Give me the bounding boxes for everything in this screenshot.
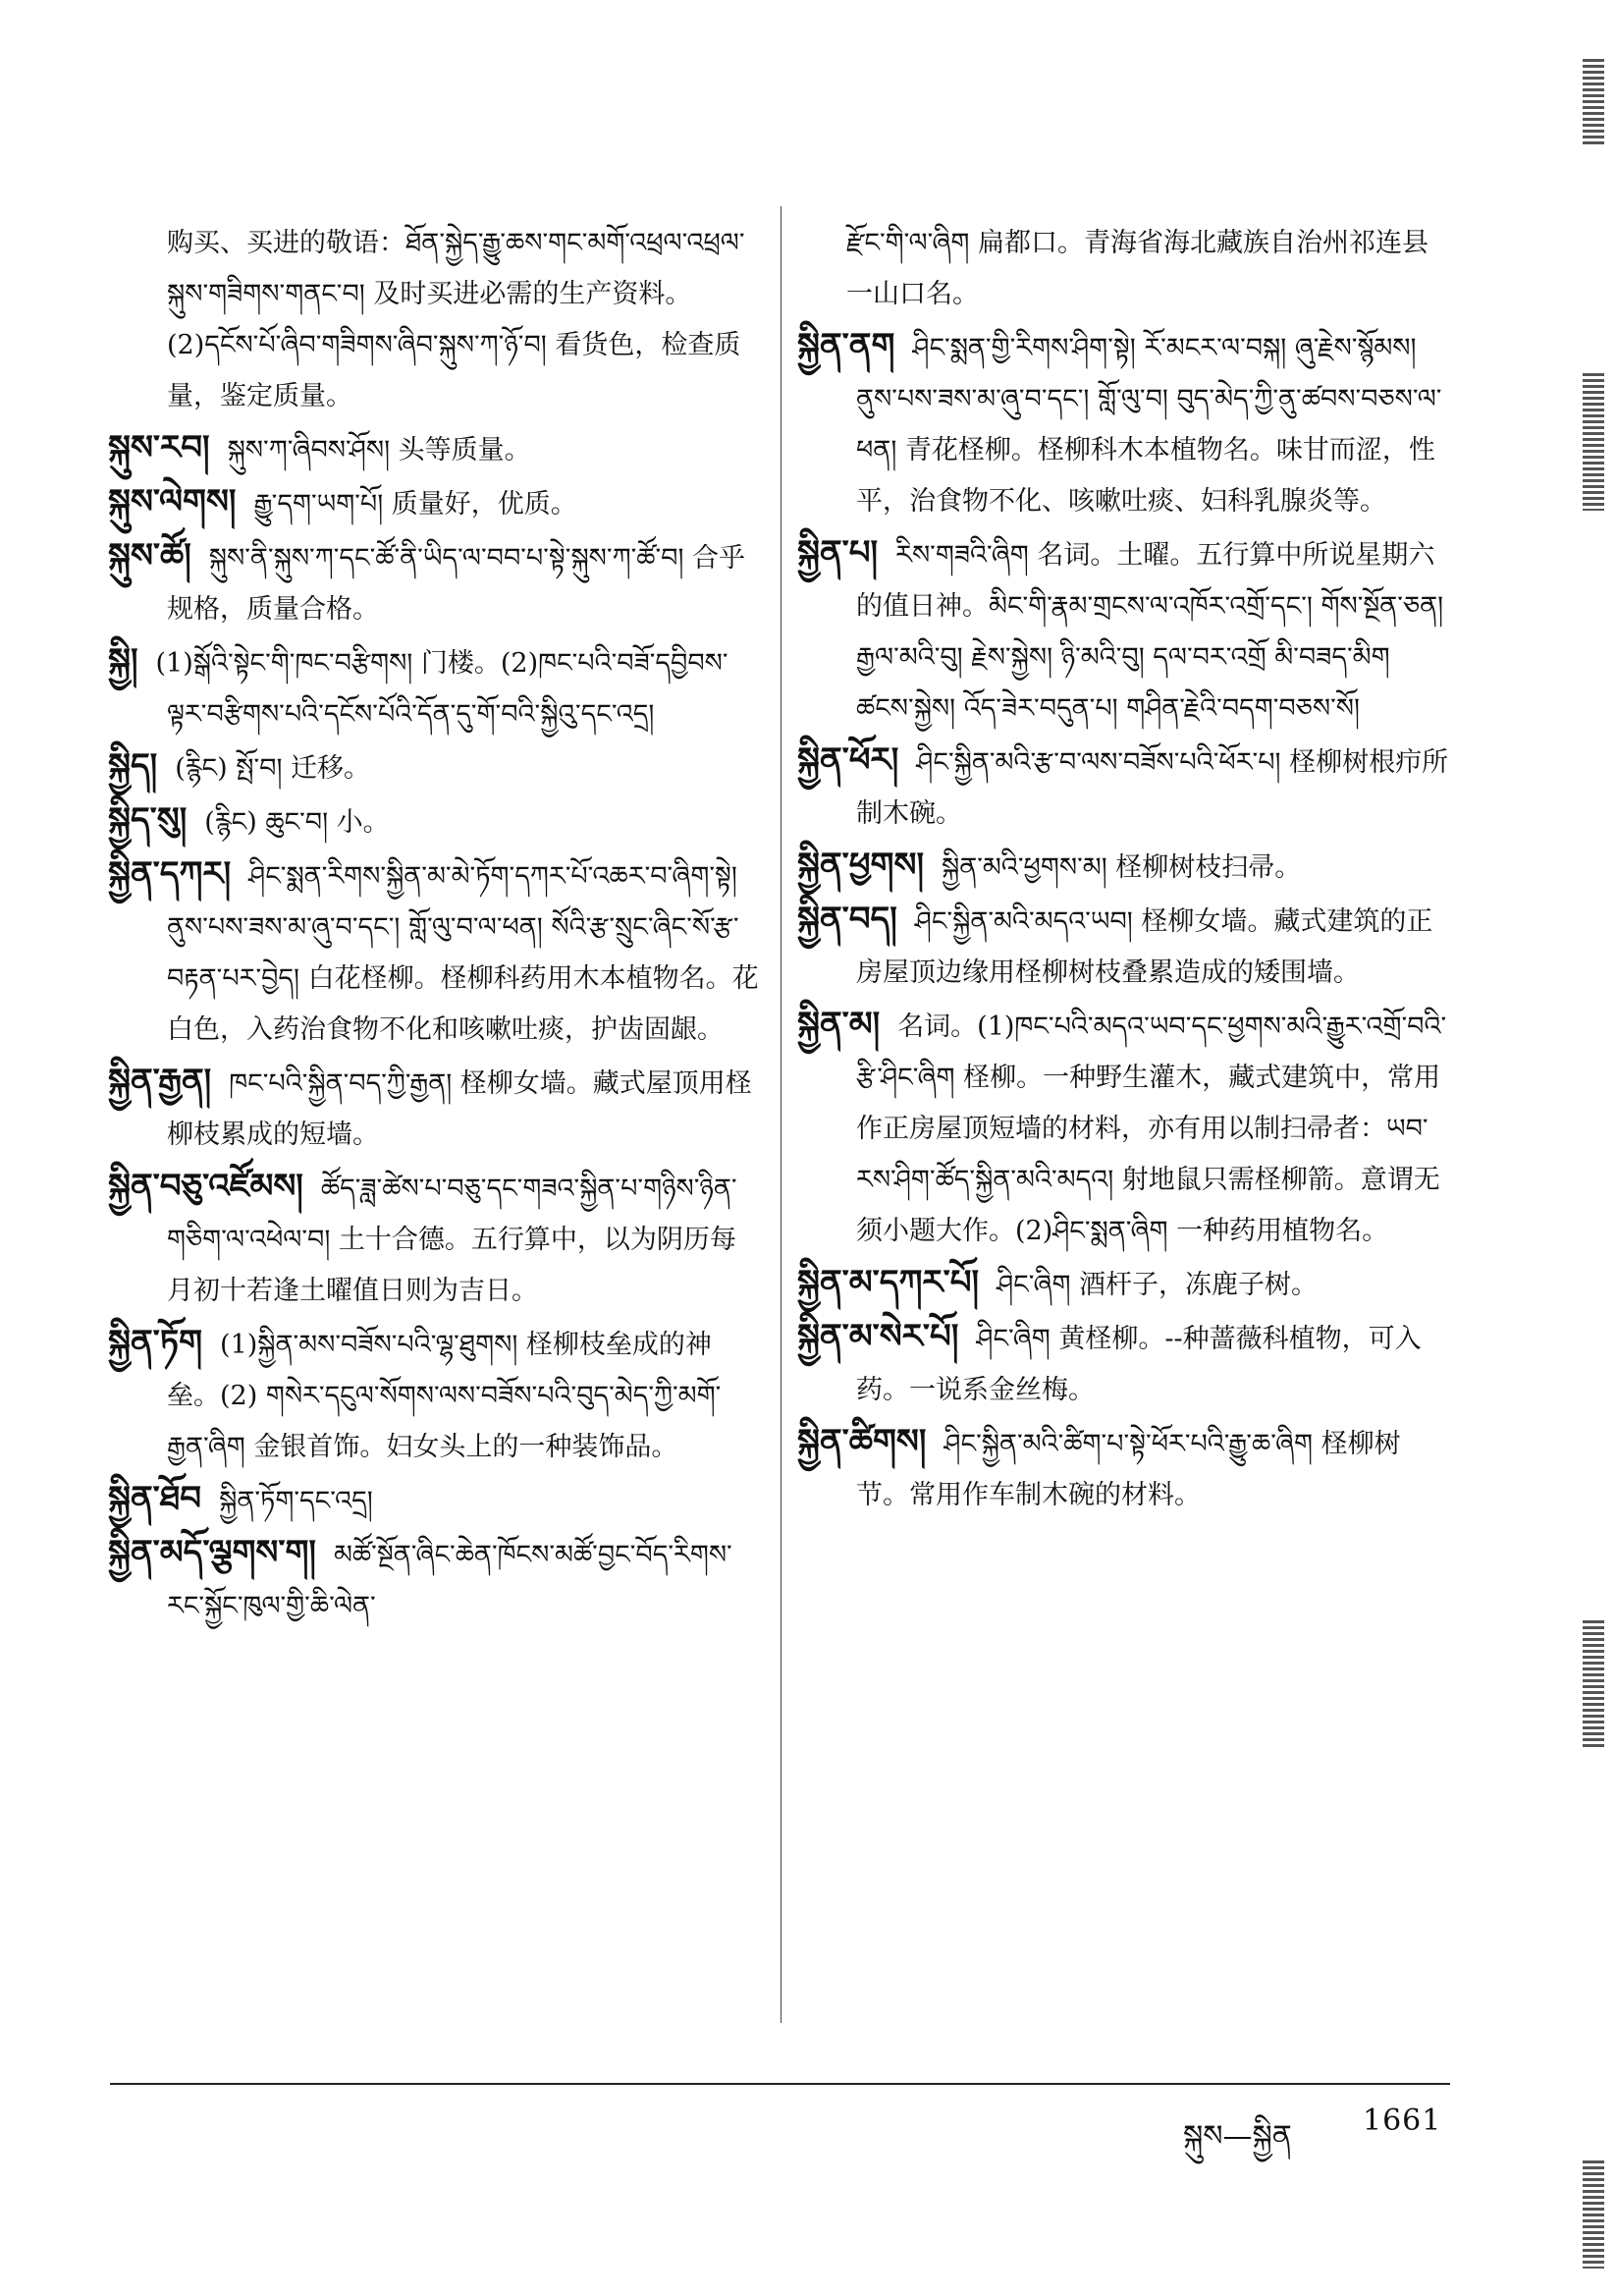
entry-text: ཤིང་ཞིག 酒杆子，冻鹿子树。 [997,1270,1319,1300]
dictionary-entry [108,635,761,740]
dictionary-entry [797,735,1450,840]
dictionary-entry [108,794,761,848]
headword: སྐྱིན་ཐོབ [108,1479,202,1518]
dictionary-entry [108,1527,761,1632]
dictionary-entry [797,320,1450,527]
headword: སྐྱིད། [108,746,158,786]
entry-text: (1)སྒོའི་སྟེང་གི་ཁང་བརྩིགས། 门楼。(2)ཁང་པའི་བཟོ་དབྱིབས་ལྟར་བརྩིགས་པའི་དངོས་པོའི་དོན་དུ་གོ་བའི་སྐྱིའུ་དང་འདྲ། [155,648,728,730]
headword: སྐྱིན་མདོ་ལྕགས་ག། [108,1533,316,1572]
headword: སྐྱིན་བཅུ་འཛོམས། [108,1167,303,1206]
headword: སྐྱིན་ནག [797,326,895,365]
entry-text: ཤིང་སྐྱིན་མའི་རྩ་བ་ལས་བཟོས་པའི་ཕོར་པ། 柽柳树根疖所制木碗。 [856,747,1449,829]
dictionary-entry [807,218,1450,320]
left-column [108,218,761,1632]
dictionary-entry [797,999,1450,1257]
scan-edge-mark [1583,1620,1604,1748]
dictionary-entry [797,1257,1450,1311]
dictionary-entry [108,1056,761,1161]
entry-text: (རྙིང) སྤོ་བ། 迁移。 [175,753,371,784]
headword: སྐུས་རབ། [108,428,210,467]
column-divider [781,206,782,2023]
dictionary-entry [108,476,761,530]
entry-text: 购买、买进的敬语：ཐོན་སྐྱེད་རྒྱུ་ཆས་གང་མགོ་འཕྲལ་འཕྲལ་སྐུས་གཟིགས་གནང་བ། 及时买进必需的生产资料。(2)དངོས་པོ་ཞིབ་གཟིགས་ཞིབ་སྐུས་ཀ་ཉོ་བ། 看货色，检查质量，鉴定质量。 [167,228,745,411]
dictionary-entry [108,848,761,1056]
scan-edge-mark [1583,2160,1604,2269]
entry-text: སྐྱིན་ཏོག་དང་འདྲ། [219,1486,373,1516]
entry-text: ཤིང་སྐྱིན་མའི་མདའ་ཡབ། 柽柳女墙。藏式建筑的正房屋顶边缘用柽柳树枝叠累造成的矮围墙。 [856,906,1433,988]
dictionary-entry [108,422,761,476]
headword: སྐྱིད་སུ། [108,800,188,840]
dictionary-entry [797,527,1450,735]
right-column [797,218,1450,1521]
entry-text: (1)སྐྱིན་མས་བཟོས་པའི་ལྷ་ཐུགས། 柽柳枝垒成的神垒。(2) གསེར་དངུལ་སོགས་ལས་བཟོས་པའི་བུད་མེད་ཀྱི་མགོ་རྒྱན་ཞིག 金银首饰。妇女头上的一种装饰品。 [167,1330,722,1462]
entry-text: སྐུས་ཀ་ཞིབས་ཤོས། 头等质量。 [227,435,531,465]
headword: སྐྱིན་ཕྱགས། [797,846,924,885]
headword: སྐྱིན་མ་སེར་པོ། [797,1317,959,1356]
headword: སྐྱིན་པ། [797,533,879,573]
dictionary-entry [108,1161,761,1317]
scan-edge-mark [1583,373,1604,511]
dictionary-entry [797,840,1450,894]
headword: སྐྱི། [108,641,138,681]
headword: སྐུས་ཚོ། [108,536,191,575]
entry-text: ཚོད་ཟླ་ཚེས་པ་བཅུ་དང་གཟའ་སྐྱིན་པ་གཉིས་ཉིན་གཅིག་ལ་འཕེལ་བ། 土十合德。五行算中，以为阴历每月初十若逢土曜值日则为吉日。 [167,1174,737,1306]
headword: སྐྱིན་དཀར། [108,854,232,894]
entry-text: སྐྱིན་མའི་ཕྱགས་མ། 柽柳树枝扫帚。 [942,852,1302,883]
headword: སྐྱིན་རྒྱན། [108,1062,212,1101]
scan-edge-mark [1583,59,1604,147]
entry-text: 名词。(1)ཁང་པའི་མདའ་ཡབ་དང་ཕྱགས་མའི་རྒྱུར་འགྲོ་བའི་རྩི་ཤིང་ཞིག 柽柳。一种野生灌木，藏式建筑中，常用作正房屋顶短墙的材料，亦有用以制扫帚者：ཡབ་རས་ཤིག་ཚོད་སྐྱིན་མའི་མདའ། 射地鼠只需柽柳箭。意谓无须小题大作。(2)ཤིང་སྨན་ཞིག 一种药用植物名。 [856,1011,1447,1246]
dictionary-entry [108,530,761,635]
entry-text: མཚོ་སྔོན་ཞིང་ཆེན་ཁོངས་མཚོ་བྱང་བོད་རིགས་རང་སྐྱོང་ཁུལ་གྱི་ཆི་ལེན་ [167,1540,732,1621]
entry-text: ཤིང་ཞིག 黄柽柳。--种蔷薇科植物，可入药。一说系金丝梅。 [856,1324,1422,1405]
entry-text: (རྙིང) ཆུང་བ། 小。 [204,807,390,838]
entry-text: ཤིང་སྐྱིན་མའི་ཚིག་པ་སྟེ་ཕོར་པའི་རྒྱུ་ཆ་ཞིག 柽柳树节。常用作车制木碗的材料。 [856,1429,1401,1510]
dictionary-entry [108,1317,761,1473]
page-number: 1661 [1363,2104,1442,2138]
headword: སྐྱིན་ཚིགས། [797,1422,927,1461]
headword: སྐུས་ལེགས། [108,482,237,521]
dictionary-entry [797,1416,1450,1521]
entry-text: རྒྱུ་དག་ཡག་པོ། 质量好，优质。 [253,489,577,519]
headword: སྐྱིན་ཏོག [108,1323,203,1362]
running-head: སྐུས—སྐྱིན [1183,2119,1292,2154]
entry-text: ཁང་པའི་སྐྱིན་བད་ཀྱི་རྒྱན། 柽柳女墙。藏式屋顶用柽柳枝累成的短墙。 [167,1068,752,1150]
headword: སྐྱིན་ཕོར། [797,740,899,780]
entry-text: ཤིང་སྨན་གྱི་རིགས་ཤིག་སྟེ། རོ་མངར་ལ་བསྐ། ཞུ་རྗེས་སྙོམས། ནུས་པས་ཟས་མ་ཞུ་བ་དང་། གློ་ལུ་བ། བུད་མེད་ཀྱི་ནུ་ཚབས་བཅས་ལ་ཕན། 青花柽柳。柽柳科木本植物名。味甘而涩，性平，治食物不化、咳嗽吐痰、妇科乳腺炎等。 [856,333,1442,517]
entry-text: སྐུས་ནི་སྐུས་ཀ་དང་ཚོ་ནི་ཡིད་ལ་བབ་པ་སྟེ་སྐུས་ཀ་ཚོ་བ། 合乎规格，质量合格。 [167,543,746,625]
entry-text: རྫོང་གི་ལ་ཞིག 扁都口。青海省海北藏族自治州祁连县一山口名。 [846,228,1428,309]
headword: སྐྱིན་བད། [797,900,897,939]
dictionary-entry [797,894,1450,999]
dictionary-entry [108,740,761,794]
headword: སྐྱིན་མ། [797,1005,881,1044]
headword: སྐྱིན་མ་དཀར་པོ། [797,1263,980,1302]
dictionary-entry [118,218,761,422]
dictionary-entry [797,1311,1450,1416]
entry-text: རིས་གཟའི་ཞིག 名词。土曜。五行算中所说星期六的值日神。མིང་གི་རྣམ་གྲངས་ལ་འཁོར་འགྲོ་དང་། གོས་སྔོན་ཅན། རྒྱལ་མའི་བུ། རྗེས་སྐྱེས། ཉི་མའི་བུ། དལ་བར་འགྲོ མི་བཟད་མིག ཚངས་སྐྱེས། འོད་ཟེར་བདུན་པ། གཤིན་རྗེའི་བདག་བཅས་སོ། [856,540,1444,724]
entry-text: ཤིང་སྨན་རིགས་སྐྱིན་མ་མེ་ཏོག་དཀར་པོ་འཆར་བ་ཞིག་སྟེ། ནུས་པས་ཟས་མ་ཞུ་བ་དང་། གློ་ལུ་བ་ལ་ཕན། སོའི་རྩ་སྲུང་ཞིང་སོ་རྩ་བརྟན་པར་བྱེད། 白花柽柳。柽柳科药用木本植物名。花白色，入药治食物不化和咳嗽吐痰，护齿固龈。 [167,861,759,1045]
footer-rule [110,2083,1450,2085]
dictionary-entry [108,1473,761,1527]
